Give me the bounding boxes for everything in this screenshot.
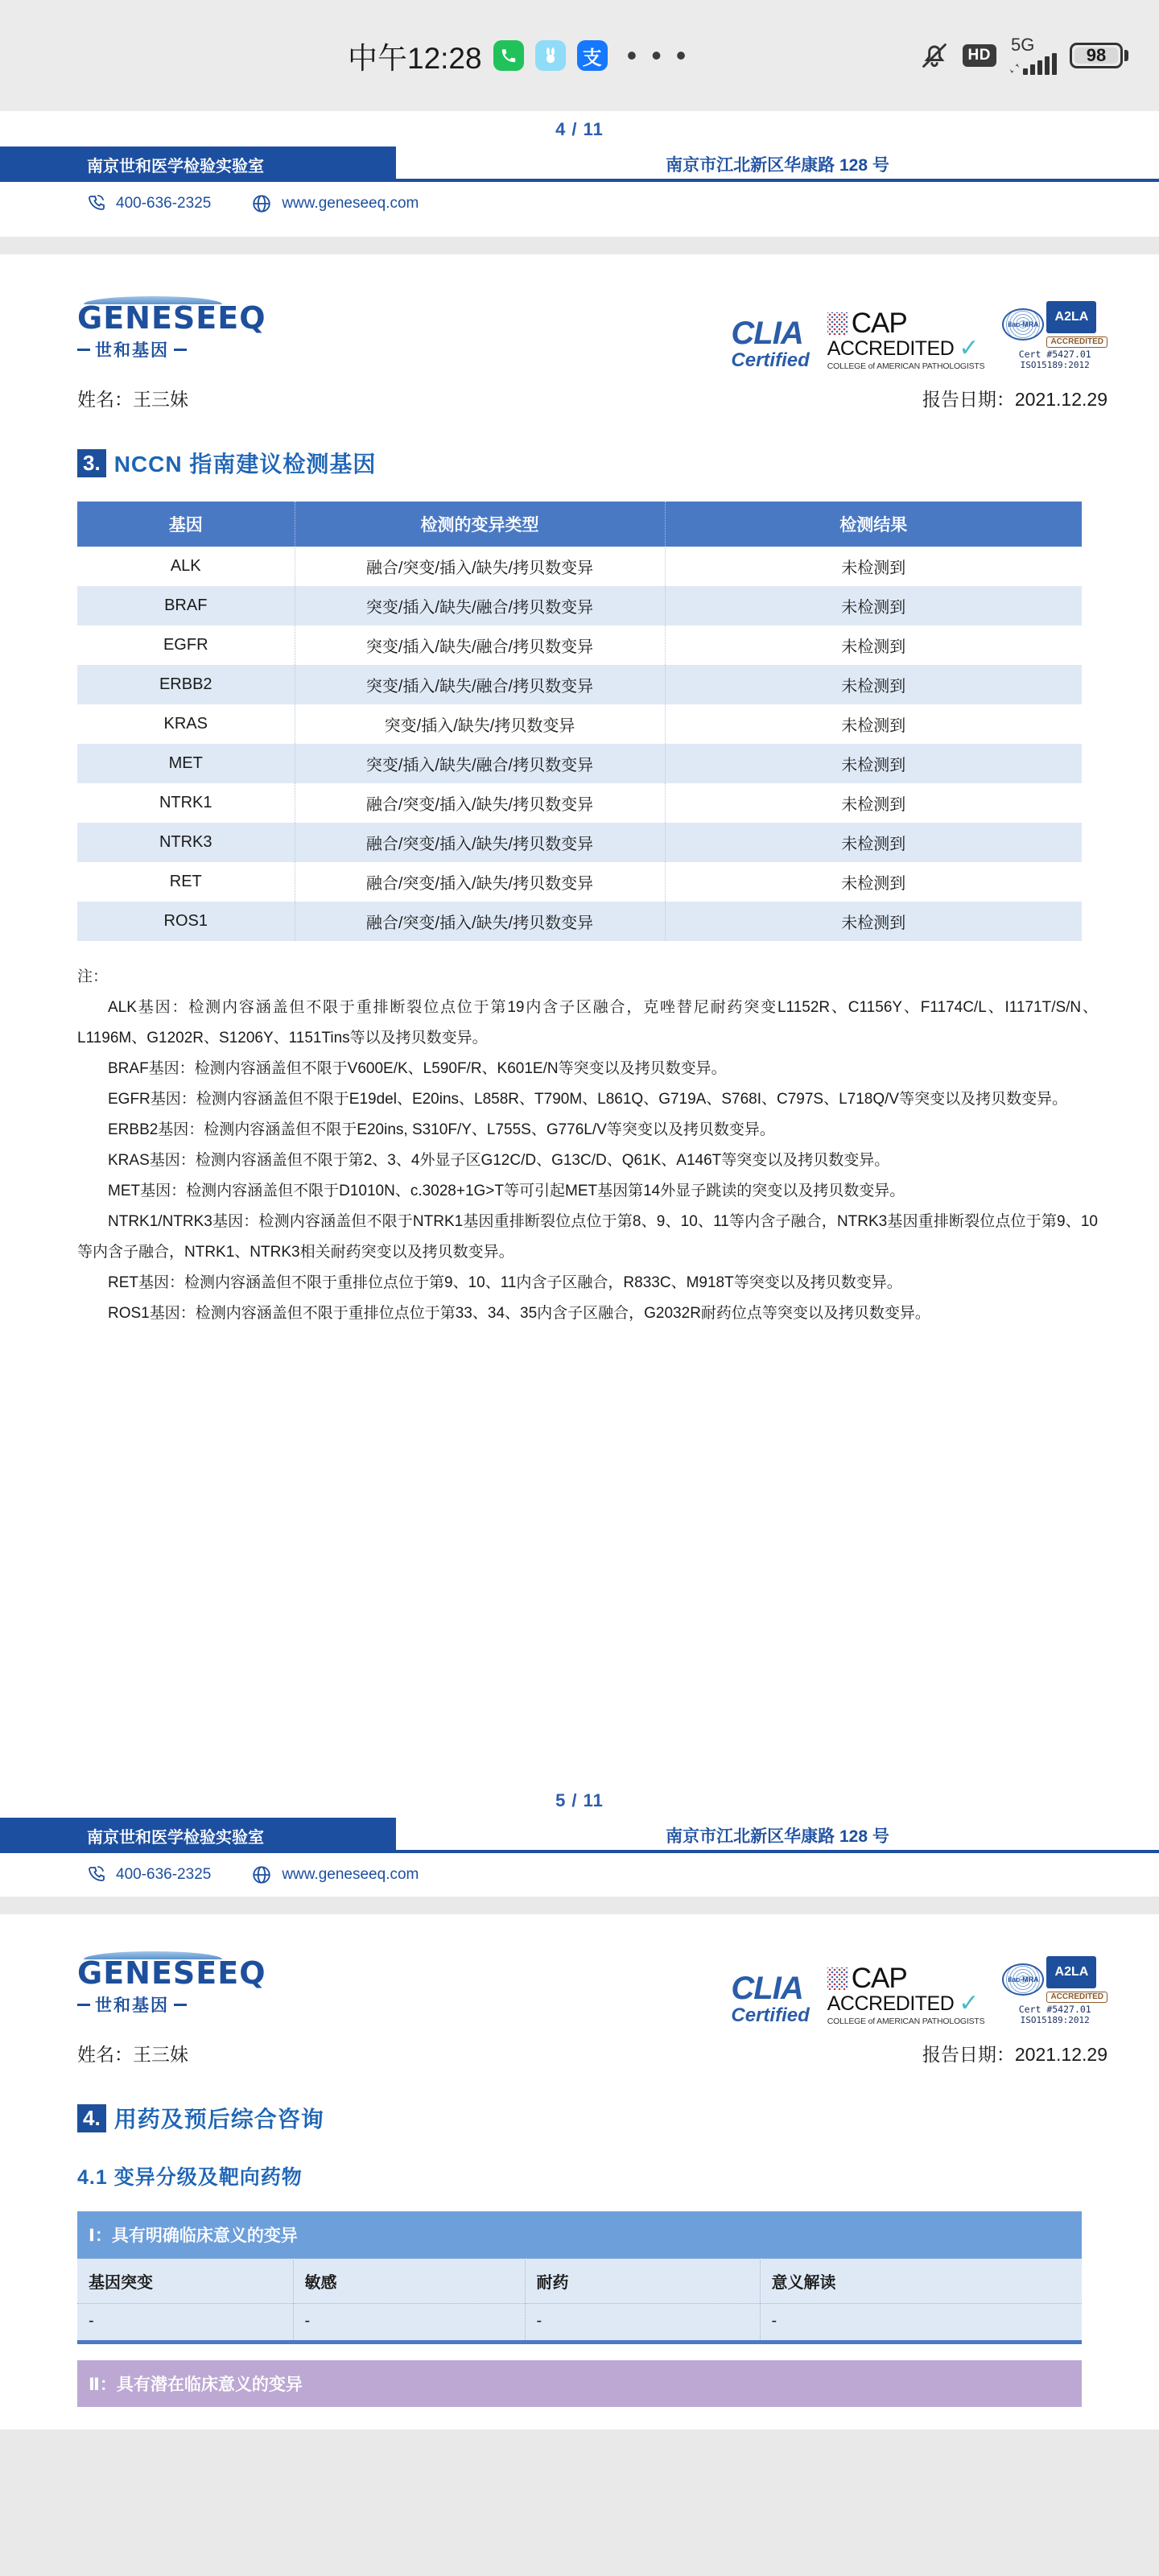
report-header-6	[0, 1914, 1159, 2066]
cell-gene: EGFR	[77, 625, 295, 665]
patient-name: 姓名：王三妹	[77, 389, 188, 411]
section-3-title	[77, 447, 1159, 479]
nccn-gene-table	[77, 502, 1082, 941]
note-erbb2: ERBB2基因：检测内容涵盖但不限于E20ins, S310F/Y、L755S、G776L/V等突变以及拷贝数变异。	[108, 1121, 775, 1139]
table-row	[77, 823, 1082, 862]
a2la-cert-number: Cert #5427.01	[1018, 2004, 1091, 2016]
cell-result: 未检测到	[665, 783, 1082, 823]
geneseeq-logo	[77, 296, 266, 361]
cap-title: CAP	[851, 1962, 907, 1994]
footer-address-4: 南京市江北新区华康路 128 号	[666, 156, 889, 175]
table-row	[77, 547, 1082, 586]
clia-badge	[731, 1972, 809, 2025]
cell-gene: ERBB2	[77, 665, 295, 704]
col-header-variant-type: 检测的变异类型	[295, 502, 665, 547]
phone-icon	[87, 194, 106, 213]
patient-name: 姓名：王三妹	[77, 2044, 188, 2066]
cell-gene: ALK	[77, 547, 295, 586]
cap-badge	[827, 307, 985, 371]
clock-time: 中午12:28	[348, 42, 482, 75]
cap-org: COLLEGE of AMERICAN PATHOLOGISTS	[827, 2016, 985, 2026]
note-kras: KRAS基因：检测内容涵盖但不限于第2、3、4外显子区G12C/D、G13C/D、Q61K、A146T等突变以及拷贝数变异。	[108, 1152, 890, 1170]
table-row	[77, 586, 1082, 625]
a2la-logo-icon: A2LA	[1046, 301, 1096, 333]
footer-website[interactable]: www.geneseeq.com	[282, 195, 419, 212]
cell-gene: NTRK1	[77, 783, 295, 823]
cell-result: 未检测到	[665, 665, 1082, 704]
table-row	[77, 783, 1082, 823]
footer-lab-block-4	[0, 147, 396, 182]
cell-result: 未检测到	[665, 586, 1082, 625]
cell-result: 未检测到	[665, 744, 1082, 783]
footer-contact-5	[0, 1853, 1159, 1897]
logo-cn-text: 世和基因	[95, 341, 169, 360]
cap-dots-icon	[827, 312, 848, 335]
cell-variant-type: 融合/突变/插入/缺失/拷贝数变异	[295, 547, 665, 586]
report-header-5	[0, 254, 1159, 411]
cell-gene: RET	[77, 862, 295, 902]
status-bar-left	[348, 34, 689, 77]
table-header-row	[77, 502, 1082, 547]
geneseeq-logo	[77, 1951, 266, 2017]
cell-result: 未检测到	[665, 902, 1082, 941]
page-4-footer	[0, 111, 1159, 225]
table-row	[77, 902, 1082, 941]
status-bar	[0, 0, 1159, 111]
note-ret: RET基因：检测内容涵盖但不限于重排位点位于第9、10、11内含子区融合，R833C、M918T等突变以及拷贝数变异。	[108, 1274, 902, 1292]
grade-band-row-2	[77, 2360, 1082, 2407]
logo-dash-right	[174, 2004, 187, 2006]
cell-variant-type: 突变/插入/缺失/融合/拷贝数变异	[295, 625, 665, 665]
check-icon: ✓	[959, 334, 980, 361]
col-header-sensitive: 敏感	[293, 2259, 525, 2304]
report-date: 报告日期：2021.12.29	[922, 389, 1107, 411]
grade-band-2-label: Ⅱ：具有潜在临床意义的变异	[77, 2360, 1082, 2407]
cell-result: 未检测到	[665, 704, 1082, 744]
cap-org: COLLEGE of AMERICAN PATHOLOGISTS	[827, 361, 985, 371]
battery-body	[1070, 43, 1123, 68]
hd-icon: HD	[963, 44, 996, 67]
a2la-badge	[1002, 301, 1107, 370]
cell-variant-type: 突变/插入/缺失/拷贝数变异	[295, 704, 665, 744]
clia-title: CLIA	[731, 316, 803, 352]
a2la-accredited-label: ACCREDITED	[1046, 336, 1107, 348]
cap-dots-icon	[827, 1967, 848, 1990]
a2la-accredited-label: ACCREDITED	[1046, 1992, 1107, 2003]
section-4-title	[77, 2102, 1159, 2134]
cell-variant-type: 突变/插入/缺失/融合/拷贝数变异	[295, 744, 665, 783]
logo-wordmark: GENESEEQ	[77, 300, 266, 336]
table-row	[77, 665, 1082, 704]
battery-indicator	[1070, 43, 1128, 68]
col-header-result: 检测结果	[665, 502, 1082, 547]
cap-subtitle: ACCREDITED	[827, 1992, 955, 2015]
cell-variant-type: 突变/插入/缺失/融合/拷贝数变异	[295, 665, 665, 704]
cell-gene: MET	[77, 744, 295, 783]
ilac-mra-icon: ilac-MRA	[1002, 1963, 1044, 1996]
footer-bar-5	[0, 1818, 1159, 1853]
footer-website[interactable]: www.geneseeq.com	[282, 1866, 419, 1883]
table-row	[77, 862, 1082, 902]
network-indicator	[1009, 36, 1057, 75]
grade-spacer-row	[77, 2344, 1082, 2360]
section-4-1-heading: 4.1 变异分级及靶向药物	[77, 2166, 303, 2190]
certification-badges	[731, 1951, 1107, 2025]
cell-result: 未检测到	[665, 823, 1082, 862]
grade-header-row	[77, 2259, 1082, 2304]
cell-gene: ROS1	[77, 902, 295, 941]
note-braf: BRAF基因：检测内容涵盖但不限于V600E/K、L590F/R、K601E/N等突变以及拷贝数变异。	[108, 1060, 727, 1078]
status-bar-right	[919, 36, 1128, 75]
a2la-cert-number: Cert #5427.01	[1018, 349, 1091, 361]
signal-bars-icon	[1009, 54, 1057, 75]
ilac-mra-icon: ilac-MRA	[1002, 308, 1044, 341]
footer-phone-number[interactable]: 400-636-2325	[116, 195, 212, 212]
globe-icon	[251, 193, 272, 214]
cell-interpretation: -	[760, 2304, 1082, 2341]
cell-variant-type: 突变/插入/缺失/融合/拷贝数变异	[295, 586, 665, 625]
clia-subtitle: Certified	[731, 349, 810, 372]
page-5-footer	[0, 1782, 1159, 1897]
page-6	[0, 1914, 1159, 2429]
logo-wordmark: GENESEEQ	[77, 1955, 266, 1991]
cap-title: CAP	[851, 307, 907, 339]
page-separator-2	[0, 1897, 1159, 1914]
col-header-gene-mutation: 基因突变	[77, 2259, 293, 2304]
mute-icon	[919, 40, 950, 71]
clia-badge	[731, 317, 809, 370]
table-row	[77, 625, 1082, 665]
cap-badge	[827, 1962, 985, 2026]
globe-icon	[251, 1864, 272, 1885]
clia-subtitle: Certified	[731, 2004, 810, 2027]
a2la-iso-standard: ISO15189:2012	[1020, 2014, 1090, 2025]
logo-cn-text: 世和基因	[95, 1996, 169, 2015]
check-icon: ✓	[959, 1989, 980, 2017]
cell-gene-mutation: -	[77, 2304, 293, 2341]
footer-address-5: 南京市江北新区华康路 128 号	[666, 1827, 889, 1846]
a2la-badge	[1002, 1956, 1107, 2025]
page-5	[0, 254, 1159, 1897]
cell-variant-type: 融合/突变/插入/缺失/拷贝数变异	[295, 783, 665, 823]
page-number-4: 4 / 11	[555, 119, 604, 139]
cell-result: 未检测到	[665, 625, 1082, 665]
logo-dash-left	[77, 2004, 90, 2006]
cell-result: 未检测到	[665, 862, 1082, 902]
alipay-app-icon[interactable]: 支	[577, 40, 608, 71]
notes-heading: 注：	[77, 968, 109, 986]
note-met: MET基因：检测内容涵盖但不限于D1010N、c.3028+1G>T等可引起MET基因第14外显子跳读的突变以及拷贝数变异。	[108, 1183, 905, 1200]
section-3-heading: NCCN 指南建议检测基因	[113, 452, 377, 477]
certification-badges	[731, 296, 1107, 370]
logo-dash-right	[174, 349, 187, 351]
footer-contact-4	[0, 182, 1159, 225]
rabbit-app-icon[interactable]	[535, 40, 566, 71]
cell-variant-type: 融合/突变/插入/缺失/拷贝数变异	[295, 823, 665, 862]
footer-phone-number[interactable]: 400-636-2325	[116, 1866, 212, 1883]
grade-spacer	[77, 2344, 1082, 2360]
section-3-number: 3.	[77, 449, 106, 477]
footer-lab-name: 南京世和医学检验实验室	[87, 157, 264, 175]
cell-variant-type: 融合/突变/插入/缺失/拷贝数变异	[295, 862, 665, 902]
section-4-number: 4.	[77, 2104, 106, 2132]
footer-bar-4	[0, 147, 1159, 182]
footer-lab-block-5	[0, 1818, 396, 1853]
grade-data-row	[77, 2304, 1082, 2341]
logo-chinese-name	[77, 337, 262, 361]
phone-app-icon[interactable]	[493, 40, 524, 71]
footer-lab-name: 南京世和医学检验实验室	[87, 1828, 264, 1847]
page-number-5: 5 / 11	[555, 1790, 604, 1810]
status-overflow-icon[interactable]: • • •	[626, 39, 690, 72]
battery-percent: 98	[1086, 45, 1107, 65]
report-date: 报告日期：2021.12.29	[922, 2044, 1107, 2066]
page-4-tail	[0, 111, 1159, 237]
logo-chinese-name	[77, 1992, 262, 2017]
cell-variant-type: 融合/突变/插入/缺失/拷贝数变异	[295, 902, 665, 941]
logo-dash-left	[77, 349, 90, 351]
grade-band-row-1	[77, 2211, 1082, 2259]
grade-band-1-label: Ⅰ：具有明确临床意义的变异	[77, 2211, 1082, 2259]
cell-gene: NTRK3	[77, 823, 295, 862]
page-separator-1	[0, 237, 1159, 254]
cell-sensitive: -	[293, 2304, 525, 2341]
note-ros1: ROS1基因：检测内容涵盖但不限于重排位点位于第33、34、35内含子区融合，G2032R耐药位点等突变以及拷贝数变异。	[108, 1305, 930, 1323]
notes-block	[77, 962, 1098, 1329]
variant-grade-table	[77, 2211, 1082, 2407]
a2la-logo-icon: A2LA	[1046, 1956, 1096, 1988]
note-ntrk: NTRK1/NTRK3基因：检测内容涵盖但不限于NTRK1基因重排断裂位点位于第8、9、10、11等内含子融合，NTRK3基因重排断裂位点位于第9、10等内含子融合，NTRK1、NTRK3相关耐药突变以及拷贝数变异。	[77, 1213, 1098, 1261]
cell-gene: KRAS	[77, 704, 295, 744]
table-row	[77, 704, 1082, 744]
battery-tip	[1124, 50, 1128, 61]
cell-resistant: -	[525, 2304, 760, 2341]
note-alk: ALK基因：检测内容涵盖但不限于重排断裂位点位于第19内含子区融合，克唑替尼耐药突变L1152R、C1156Y、F1174C/L、I1171T/S/N、L1196M、G1202R、S1206Y、1151Tins等以及拷贝数变异。	[77, 999, 1098, 1047]
network-type-label: 5G	[1011, 35, 1035, 55]
cell-gene: BRAF	[77, 586, 295, 625]
a2la-iso-standard: ISO15189:2012	[1020, 359, 1090, 370]
cell-result: 未检测到	[665, 547, 1082, 586]
section-4-heading: 用药及预后综合咨询	[113, 2107, 324, 2132]
col-header-resistant: 耐药	[525, 2259, 760, 2304]
phone-icon	[87, 1865, 106, 1885]
cap-subtitle: ACCREDITED	[827, 336, 955, 360]
col-header-interpretation: 意义解读	[760, 2259, 1082, 2304]
table-row	[77, 744, 1082, 783]
clia-title: CLIA	[731, 1971, 803, 2007]
col-header-gene: 基因	[77, 502, 295, 547]
note-egfr: EGFR基因：检测内容涵盖但不限于E19del、E20ins、L858R、T790M、L861Q、G719A、S768I、C797S、L718Q/V等突变以及拷贝数变异。	[108, 1091, 1068, 1108]
